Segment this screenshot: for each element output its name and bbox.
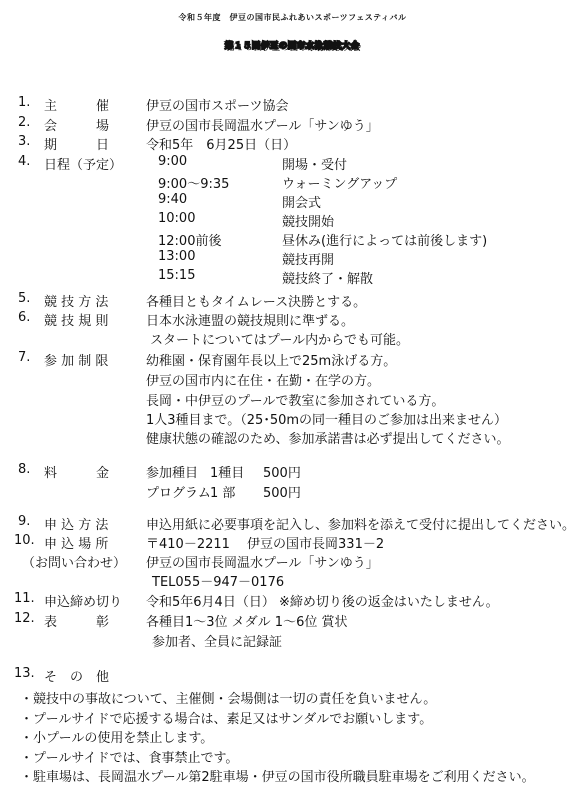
schedule-event: 競技終了・解散 xyxy=(282,272,374,287)
venue-label: 会 場 xyxy=(44,119,110,134)
schedule-event: ウォーミングアップ xyxy=(282,177,398,192)
schedule-time: 9:00 xyxy=(158,154,188,169)
event-subtitle: 令和５年度 伊豆の国市民ふれあいスポーツフェスティバル xyxy=(178,13,407,22)
item-number-rules: 6. xyxy=(18,310,31,325)
other-label: そ の 他 xyxy=(44,670,110,685)
rules-label: 競 技 規 則 xyxy=(44,314,109,329)
apply-method-value: 申込用紙に必要事項を記入し、参加料を添えて受付に提出してください。 xyxy=(146,518,576,533)
item-number-venue: 2. xyxy=(18,115,31,130)
schedule-time: 12:00前後 xyxy=(158,234,222,249)
awards-line: 参加者、全員に記録証 xyxy=(152,635,283,650)
organizer-value: 伊豆の国市スポーツ協会 xyxy=(146,99,289,114)
method-value: 各種目ともタイムレース決勝とする。 xyxy=(146,295,367,310)
fee-item: プログラム xyxy=(146,486,211,501)
schedule-event: 競技再開 xyxy=(282,253,335,268)
item-number-schedule: 4. xyxy=(18,154,31,169)
schedule-event: 開会式 xyxy=(282,196,322,211)
note-line: ・プールサイドでは、食事禁止です。 xyxy=(20,751,239,766)
apply-place-phone: TEL055－947－0176 xyxy=(152,575,285,590)
item-number-awards: 12. xyxy=(14,611,35,626)
note-line: ・競技中の事故について、主催側・会場側は一切の責任を負いません。 xyxy=(20,692,437,707)
eligibility-line: 健康状態の確認のため、参加承諾書は必ず提出してください。 xyxy=(146,432,510,447)
schedule-time: 10:00 xyxy=(158,211,196,226)
eligibility-line: 長岡・中伊豆のプールで教室に参加されている方。 xyxy=(146,394,445,409)
apply-place-name: 伊豆の国市長岡温水プール「サンゆう」 xyxy=(146,556,379,571)
schedule-time: 9:00〜9:35 xyxy=(158,177,230,192)
fee-item: 参加種目 xyxy=(146,466,199,481)
item-number-fee: 8. xyxy=(18,462,31,477)
item-number-apply-place: 10. xyxy=(14,533,35,548)
apply-place-address: 〒410－2211 伊豆の国市長岡331－2 xyxy=(146,537,385,552)
organizer-label: 主 催 xyxy=(44,99,110,114)
schedule-event: 開場・受付 xyxy=(282,158,348,173)
apply-method-label: 申 込 方 法 xyxy=(44,518,109,533)
schedule-label: 日程（予定） xyxy=(44,158,123,173)
schedule-time: 15:15 xyxy=(158,268,196,283)
item-number-eligibility: 7. xyxy=(18,350,31,365)
venue-value: 伊豆の国市長岡温水プール「サンゆう」 xyxy=(146,119,379,134)
deadline-value: 令和5年6月4日（日） ※締め切り後の返金はいたしません。 xyxy=(146,595,499,610)
fee-price: 500円 xyxy=(263,466,301,481)
fee-unit: 1 部 xyxy=(210,486,236,501)
item-number-apply-method: 9. xyxy=(18,514,31,529)
eligibility-line: 1人3種目まで。（25･50mの同一種目のご参加は出来ません） xyxy=(146,413,508,428)
item-number-other: 13. xyxy=(14,666,35,681)
fee-price: 500円 xyxy=(263,486,301,501)
fee-label: 料 金 xyxy=(44,466,110,481)
item-number-deadline: 11. xyxy=(14,591,35,606)
eligibility-label: 参 加 制 限 xyxy=(44,354,109,369)
eligibility-line: 伊豆の国市内に在住・在勤・在学の方。 xyxy=(146,374,381,389)
apply-place-label: 申 込 場 所 xyxy=(44,537,109,552)
date-label: 期 日 xyxy=(44,138,110,153)
page-title: 第１５回伊豆の国市水泳競技大会 xyxy=(225,41,360,50)
rules-line: 日本水泳連盟の競技規則に準ずる。 xyxy=(146,314,355,329)
awards-line: 各種目1～3位 メダル 1～6位 賞状 xyxy=(146,615,348,630)
fee-unit: 1種目 xyxy=(210,466,245,481)
note-line: ・プールサイドで応援する場合は、素足又はサンダルでお願いします。 xyxy=(20,712,433,727)
note-line: ・小プールの使用を禁止します。 xyxy=(20,731,214,746)
inquiry-label: （お問い合わせ） xyxy=(22,556,127,571)
schedule-event: 競技開始 xyxy=(282,215,335,230)
item-number-date: 3. xyxy=(18,134,31,149)
schedule-event: 昼休み(進行によっては前後します) xyxy=(282,234,488,249)
note-line: ・駐車場は、長岡温水プール第2駐車場・伊豆の国市役所職員駐車場をご利用ください。 xyxy=(20,770,535,785)
method-label: 競 技 方 法 xyxy=(44,295,109,310)
item-number-method: 5. xyxy=(18,291,31,306)
rules-line: スタートについてはプール内からでも可能。 xyxy=(150,333,409,348)
deadline-label: 申込締め切り xyxy=(44,595,123,610)
item-number-organizer: 1. xyxy=(18,95,31,110)
eligibility-line: 幼稚園・保育園年長以上で25m泳げる方。 xyxy=(146,354,397,369)
date-value: 令和5年 6月25日（日） xyxy=(146,138,297,153)
awards-label: 表 彰 xyxy=(44,615,110,630)
schedule-time: 9:40 xyxy=(158,192,188,207)
schedule-time: 13:00 xyxy=(158,249,196,264)
